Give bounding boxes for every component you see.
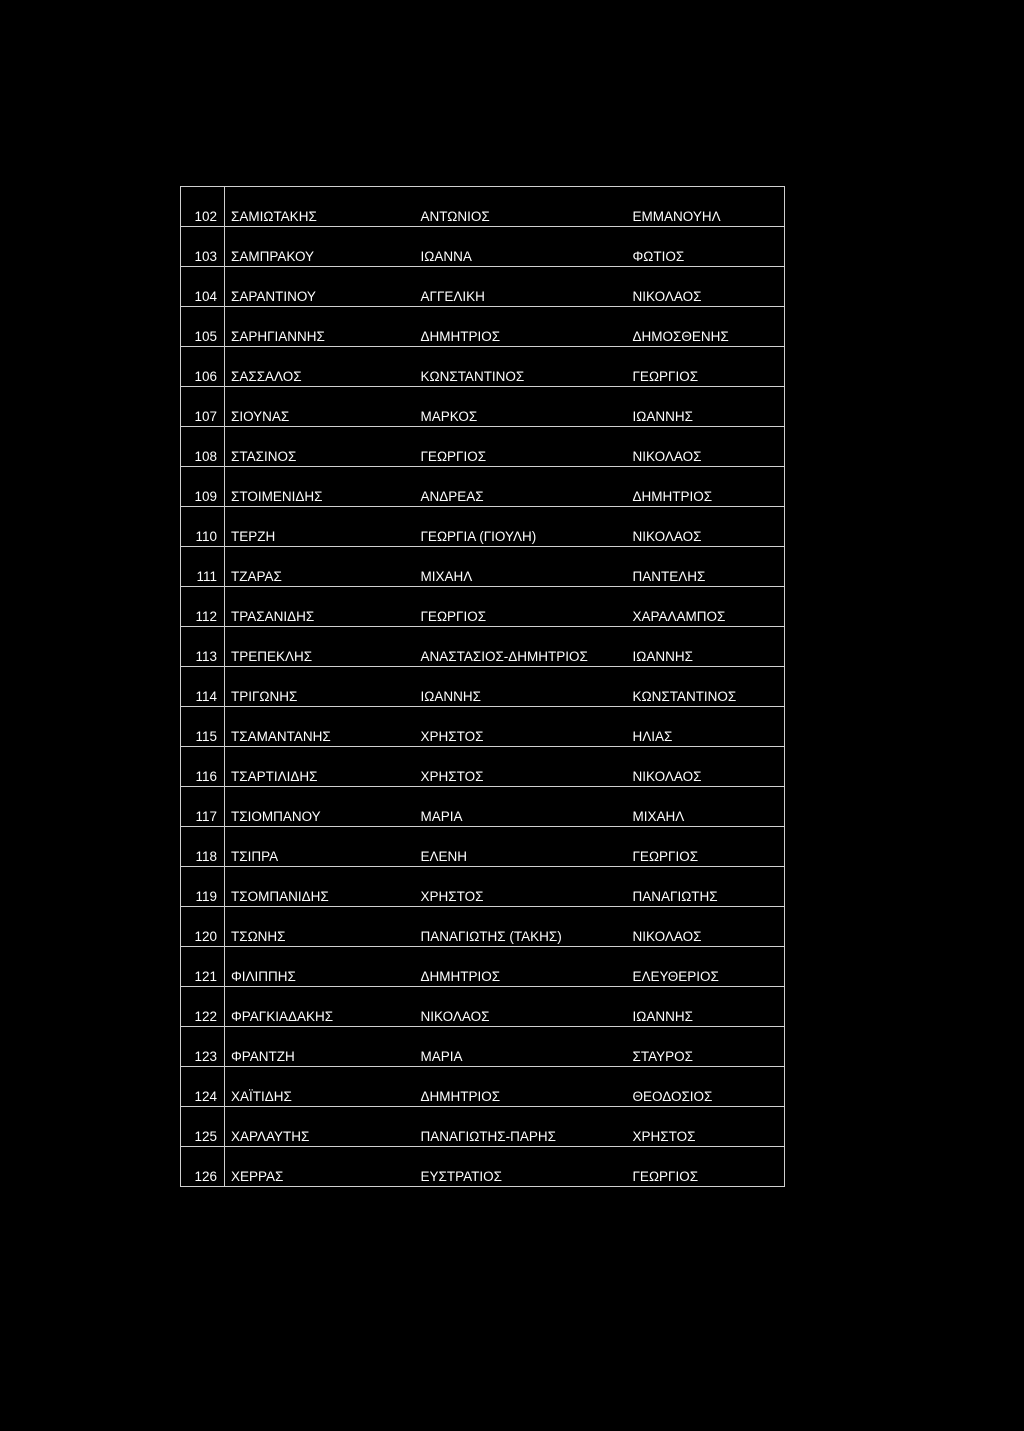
table-row — [181, 507, 785, 547]
first-name-cell: ΑΝΑΣΤΑΣΙΟΣ-ΔΗΜΗΤΡΙΟΣ — [415, 627, 627, 667]
first-name-cell: ΜΙΧΑΗΛ — [415, 547, 627, 587]
surname-cell: ΤΣΑΜΑΝΤΑΝΗΣ — [225, 707, 415, 747]
table-row — [181, 747, 785, 787]
row-number: 107 — [181, 387, 225, 427]
row-number: 120 — [181, 907, 225, 947]
row-number: 123 — [181, 1027, 225, 1067]
table-row — [181, 827, 785, 867]
table-row — [181, 267, 785, 307]
father-name-cell: ΔΗΜΗΤΡΙΟΣ — [627, 467, 785, 507]
surname-cell: ΦΡΑΓΚΙΑΔΑΚΗΣ — [225, 987, 415, 1027]
table-row — [181, 1107, 785, 1147]
father-name-cell: ΕΜΜΑΝΟΥΗΛ — [627, 187, 785, 227]
first-name-cell: ΕΥΣΤΡΑΤΙΟΣ — [415, 1147, 627, 1187]
surname-cell: ΣΙΟΥΝΑΣ — [225, 387, 415, 427]
first-name-cell: ΜΑΡΙΑ — [415, 787, 627, 827]
first-name-cell: ΕΛΕΝΗ — [415, 827, 627, 867]
row-number: 124 — [181, 1067, 225, 1107]
table-row — [181, 187, 785, 227]
father-name-cell: ΕΛΕΥΘΕΡΙΟΣ — [627, 947, 785, 987]
surname-cell: ΤΣΑΡΤΙΛΙΔΗΣ — [225, 747, 415, 787]
table-row — [181, 987, 785, 1027]
first-name-cell: ΑΝΔΡΕΑΣ — [415, 467, 627, 507]
father-name-cell: ΧΑΡΑΛΑΜΠΟΣ — [627, 587, 785, 627]
surname-cell: ΣΑΜΙΩΤΑΚΗΣ — [225, 187, 415, 227]
table-row — [181, 467, 785, 507]
surname-cell: ΤΡΑΣΑΝΙΔΗΣ — [225, 587, 415, 627]
father-name-cell: ΝΙΚΟΛΑΟΣ — [627, 427, 785, 467]
row-number: 108 — [181, 427, 225, 467]
row-number: 112 — [181, 587, 225, 627]
first-name-cell: ΙΩΑΝΝΑ — [415, 227, 627, 267]
first-name-cell: ΜΑΡΚΟΣ — [415, 387, 627, 427]
table-row — [181, 587, 785, 627]
row-number: 118 — [181, 827, 225, 867]
surname-cell: ΤΣΩΝΗΣ — [225, 907, 415, 947]
row-number: 103 — [181, 227, 225, 267]
father-name-cell: ΝΙΚΟΛΑΟΣ — [627, 267, 785, 307]
row-number: 117 — [181, 787, 225, 827]
row-number: 105 — [181, 307, 225, 347]
first-name-cell: ΠΑΝΑΓΙΩΤΗΣ-ΠΑΡΗΣ — [415, 1107, 627, 1147]
surname-cell: ΣΑΜΠΡΑΚΟΥ — [225, 227, 415, 267]
table-row — [181, 667, 785, 707]
surname-cell: ΣΤΟΙΜΕΝΙΔΗΣ — [225, 467, 415, 507]
surname-cell: ΧΑΪΤΙΔΗΣ — [225, 1067, 415, 1107]
surname-cell: ΣΤΑΣΙΝΟΣ — [225, 427, 415, 467]
surname-cell: ΦΙΛΙΠΠΗΣ — [225, 947, 415, 987]
row-number: 115 — [181, 707, 225, 747]
surname-cell: ΣΑΡΗΓΙΑΝΝΗΣ — [225, 307, 415, 347]
first-name-cell: ΑΓΓΕΛΙΚΗ — [415, 267, 627, 307]
father-name-cell: ΙΩΑΝΝΗΣ — [627, 627, 785, 667]
table-row — [181, 427, 785, 467]
first-name-cell: ΓΕΩΡΓΙΑ (ΓΙΟΥΛΗ) — [415, 507, 627, 547]
row-number: 126 — [181, 1147, 225, 1187]
table-row — [181, 387, 785, 427]
father-name-cell: ΔΗΜΟΣΘΕΝΗΣ — [627, 307, 785, 347]
row-number: 116 — [181, 747, 225, 787]
first-name-cell: ΔΗΜΗΤΡΙΟΣ — [415, 1067, 627, 1107]
father-name-cell: ΘΕΟΔΟΣΙΟΣ — [627, 1067, 785, 1107]
surname-cell: ΤΡΙΓΩΝΗΣ — [225, 667, 415, 707]
surname-cell: ΧΕΡΡΑΣ — [225, 1147, 415, 1187]
father-name-cell: ΗΛΙΑΣ — [627, 707, 785, 747]
father-name-cell: ΦΩΤΙΟΣ — [627, 227, 785, 267]
table-row — [181, 1027, 785, 1067]
father-name-cell: ΣΤΑΥΡΟΣ — [627, 1027, 785, 1067]
table-row — [181, 867, 785, 907]
table-row — [181, 907, 785, 947]
father-name-cell: ΝΙΚΟΛΑΟΣ — [627, 747, 785, 787]
father-name-cell: ΜΙΧΑΗΛ — [627, 787, 785, 827]
surname-cell: ΣΑΡΑΝΤΙΝΟΥ — [225, 267, 415, 307]
roster-body — [181, 187, 785, 1187]
table-row — [181, 547, 785, 587]
table-row — [181, 347, 785, 387]
father-name-cell: ΝΙΚΟΛΑΟΣ — [627, 907, 785, 947]
row-number: 111 — [181, 547, 225, 587]
father-name-cell: ΧΡΗΣΤΟΣ — [627, 1107, 785, 1147]
row-number: 106 — [181, 347, 225, 387]
row-number: 113 — [181, 627, 225, 667]
row-number: 121 — [181, 947, 225, 987]
table-row — [181, 947, 785, 987]
table-row — [181, 1067, 785, 1107]
row-number: 109 — [181, 467, 225, 507]
row-number: 122 — [181, 987, 225, 1027]
first-name-cell: ΔΗΜΗΤΡΙΟΣ — [415, 307, 627, 347]
first-name-cell: ΠΑΝΑΓΙΩΤΗΣ (ΤΑΚΗΣ) — [415, 907, 627, 947]
surname-cell: ΤΖΑΡΑΣ — [225, 547, 415, 587]
father-name-cell: ΓΕΩΡΓΙΟΣ — [627, 1147, 785, 1187]
first-name-cell: ΧΡΗΣΤΟΣ — [415, 747, 627, 787]
father-name-cell: ΝΙΚΟΛΑΟΣ — [627, 507, 785, 547]
row-number: 102 — [181, 187, 225, 227]
row-number: 119 — [181, 867, 225, 907]
father-name-cell: ΙΩΑΝΝΗΣ — [627, 387, 785, 427]
father-name-cell: ΓΕΩΡΓΙΟΣ — [627, 827, 785, 867]
row-number: 104 — [181, 267, 225, 307]
first-name-cell: ΧΡΗΣΤΟΣ — [415, 707, 627, 747]
father-name-cell: ΓΕΩΡΓΙΟΣ — [627, 347, 785, 387]
father-name-cell: ΙΩΑΝΝΗΣ — [627, 987, 785, 1027]
surname-cell: ΧΑΡΛΑΥΤΗΣ — [225, 1107, 415, 1147]
surname-cell: ΤΣΟΜΠΑΝΙΔΗΣ — [225, 867, 415, 907]
first-name-cell: ΝΙΚΟΛΑΟΣ — [415, 987, 627, 1027]
father-name-cell: ΠΑΝΤΕΛΗΣ — [627, 547, 785, 587]
row-number: 114 — [181, 667, 225, 707]
first-name-cell: ΑΝΤΩΝΙΟΣ — [415, 187, 627, 227]
table-row — [181, 227, 785, 267]
first-name-cell: ΚΩΝΣΤΑΝΤΙΝΟΣ — [415, 347, 627, 387]
surname-cell: ΣΑΣΣΑΛΟΣ — [225, 347, 415, 387]
table-row — [181, 707, 785, 747]
surname-cell: ΤΣΙΠΡΑ — [225, 827, 415, 867]
first-name-cell: ΜΑΡΙΑ — [415, 1027, 627, 1067]
father-name-cell: ΠΑΝΑΓΙΩΤΗΣ — [627, 867, 785, 907]
table-row — [181, 627, 785, 667]
row-number: 125 — [181, 1107, 225, 1147]
roster-table — [180, 186, 785, 1187]
surname-cell: ΤΡΕΠΕΚΛΗΣ — [225, 627, 415, 667]
first-name-cell: ΓΕΩΡΓΙΟΣ — [415, 587, 627, 627]
first-name-cell: ΧΡΗΣΤΟΣ — [415, 867, 627, 907]
first-name-cell: ΔΗΜΗΤΡΙΟΣ — [415, 947, 627, 987]
surname-cell: ΤΣΙΟΜΠΑΝΟΥ — [225, 787, 415, 827]
first-name-cell: ΓΕΩΡΓΙΟΣ — [415, 427, 627, 467]
table-row — [181, 1147, 785, 1187]
table-row — [181, 787, 785, 827]
table-row — [181, 307, 785, 347]
first-name-cell: ΙΩΑΝΝΗΣ — [415, 667, 627, 707]
father-name-cell: ΚΩΝΣΤΑΝΤΙΝΟΣ — [627, 667, 785, 707]
row-number: 110 — [181, 507, 225, 547]
surname-cell: ΦΡΑΝΤΖΗ — [225, 1027, 415, 1067]
surname-cell: ΤΕΡΖΗ — [225, 507, 415, 547]
